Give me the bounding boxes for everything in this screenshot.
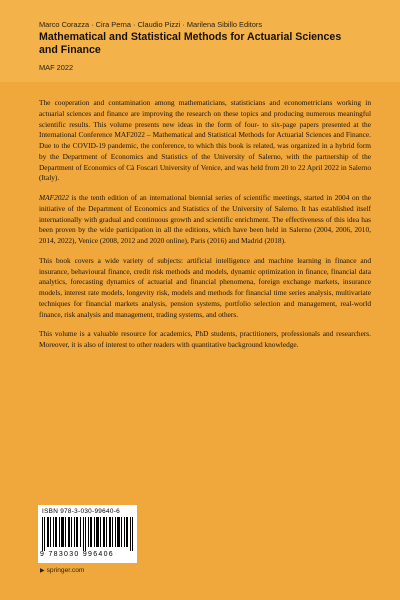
editors-line bbox=[39, 20, 262, 29]
blurb-paragraph-2-lead: MAF2022 bbox=[39, 193, 69, 202]
barcode-digits: 9 783030 996406 bbox=[40, 551, 114, 558]
publisher-link[interactable] bbox=[40, 567, 84, 574]
blurb-text bbox=[39, 98, 371, 360]
publisher-url: springer.com bbox=[46, 567, 85, 574]
isbn-label: ISBN 978-3-030-99640-6 bbox=[42, 508, 121, 515]
blurb-paragraph-4: This volume is a valuable resource for academics, PhD students, practitioners, professionals and researchers. Moreover, it is also of interest to other readers with quantitative background knowledge. bbox=[39, 329, 371, 349]
barcode-box bbox=[38, 505, 137, 563]
book-subtitle: MAF 2022 bbox=[39, 63, 74, 72]
barcode-icon bbox=[42, 517, 133, 551]
arrow-right-icon: ▶ bbox=[40, 568, 45, 574]
cover-header bbox=[0, 0, 400, 82]
blurb-paragraph-2-text: is the tenth edition of an international biennial series of scientific meetings, started in 2004 on the initiative of the Department of Economics and Statistics of the University of Salerno. It has established itself internationally with gradual and continuous growth and scientific enrichment. The effectiveness of this idea has been proven by the wide participation in all the editions, which have been held in Salerno (2004, 2006, 2010, 2014, 2022), Venice (2008, 2012 and 2020 online), Paris (2016) and Madrid (2018). bbox=[39, 193, 371, 245]
blurb-paragraph-3: This book covers a wide variety of subjects: artificial intelligence and machine learning in finance and insurance, behavioural finance, credit risk methods and models, dynamic optimization in finance, financial data analytics, forecasting dynamics of actuarial and financial phenomena, foreign exchange markets, insurance models, interest rate models, longevity risk, models and methods for financial time series analysis, multivariate techniques for financial markets analysis, pension systems, portfolio selection and management, real-world finance, risk analysis and management, trading systems, and others. bbox=[39, 255, 371, 319]
book-title: Mathematical and Statistical Methods for Actuarial Sciences and Finance bbox=[39, 31, 342, 56]
blurb-paragraph-1: The cooperation and contamination among mathematicians, statisticians and econometricians working in actuarial sciences and finance are improving the research on these topics and producing numerous meaningful scientific results. This volume presents new ideas in the form of four- to six-page papers presented at the International Conference MAF2022 – Mathematical and Statistical Methods for Actuarial Sciences and Finance. Due to the COVID-19 pandemic, the conference, to which this book is related, was organized in a hybrid form by the Department of Economics and Statistics of the University of Salerno, with the partnership of the Department of Economics of Cà Foscari University of Venice, and was held from 20 to 22 April 2022 in Salerno (Italy). bbox=[39, 98, 371, 183]
editors-suffix: Editors bbox=[239, 20, 263, 29]
editors-names: Marco Corazza · Cira Perna · Claudio Pizzi · Marilena Sibillo bbox=[39, 20, 237, 29]
blurb-paragraph-2 bbox=[39, 193, 371, 247]
